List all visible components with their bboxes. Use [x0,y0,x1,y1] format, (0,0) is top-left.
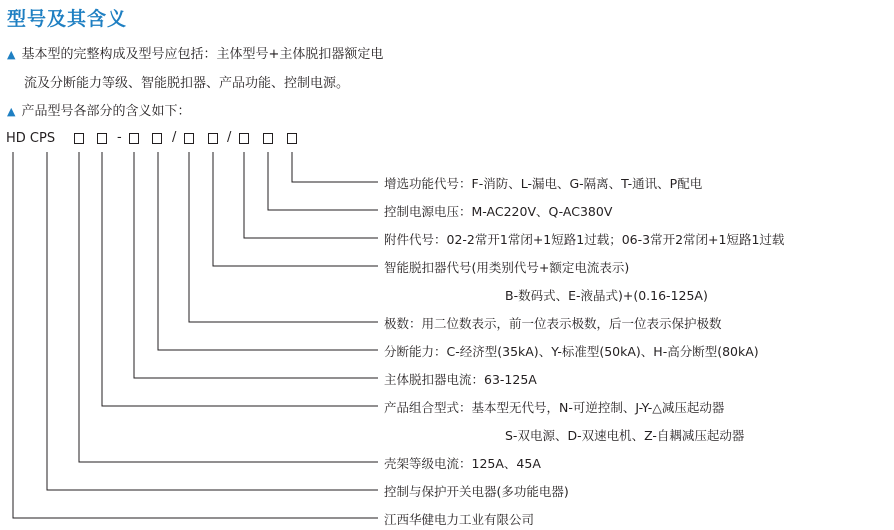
code-dash: - [117,130,122,145]
def-combination-type-sub: S-双电源、D-双速电机、Z-自耦减压起动器 [505,428,745,443]
model-prefix: HD CPS [6,131,56,146]
def-product-type: 控制与保护开关电器(多功能电器) [384,484,569,499]
triangle-bullet-icon: ▲ [7,105,16,118]
def-manufacturer: 江西华健电力工业有限公司 [384,512,535,527]
intro-text-1: 基本型的完整构成及型号应包括：主体型号+主体脱扣器额定电 [21,47,384,62]
intro-text-3: 产品型号各部分的含义如下： [21,104,191,119]
def-smart-trip-unit: 智能脱扣器代号(用类别代号+额定电流表示) [384,260,630,275]
def-trip-current: 主体脱扣器电流：63-125A [384,372,537,387]
def-combination-type: 产品组合型式：基本型无代号，N-可逆控制、J-Y-△减压起动器 [384,400,725,415]
def-smart-trip-unit-sub: B-数码式、E-液晶式)+(0.16-125A) [505,288,708,303]
triangle-bullet-icon: ▲ [7,48,16,61]
def-breaking-capacity: 分断能力：C-经济型(35kA)、Y-标准型(50kA)、H-高分断型(80kA) [384,344,759,359]
def-optional-function: 增选功能代号：F-消防、L-漏电、G-隔离、T-通讯、P配电 [384,176,703,191]
code-slash-2: / [227,130,232,145]
page-title: 型号及其含义 [7,8,128,30]
def-poles: 极数：用二位数表示，前一位表示极数，后一位表示保护极数 [384,316,722,331]
def-frame-current: 壳架等级电流：125A、45A [384,456,541,471]
def-accessory-code: 附件代号：02-2常开1常闭+1短路1过载；06-3常开2常闭+1短路1过载 [384,232,785,247]
intro-line-2: 流及分断能力等级、智能脱扣器、产品功能、控制电源。 [24,76,350,91]
def-control-voltage: 控制电源电压：M-AC220V、Q-AC380V [384,204,613,219]
code-slash-1: / [172,130,177,145]
